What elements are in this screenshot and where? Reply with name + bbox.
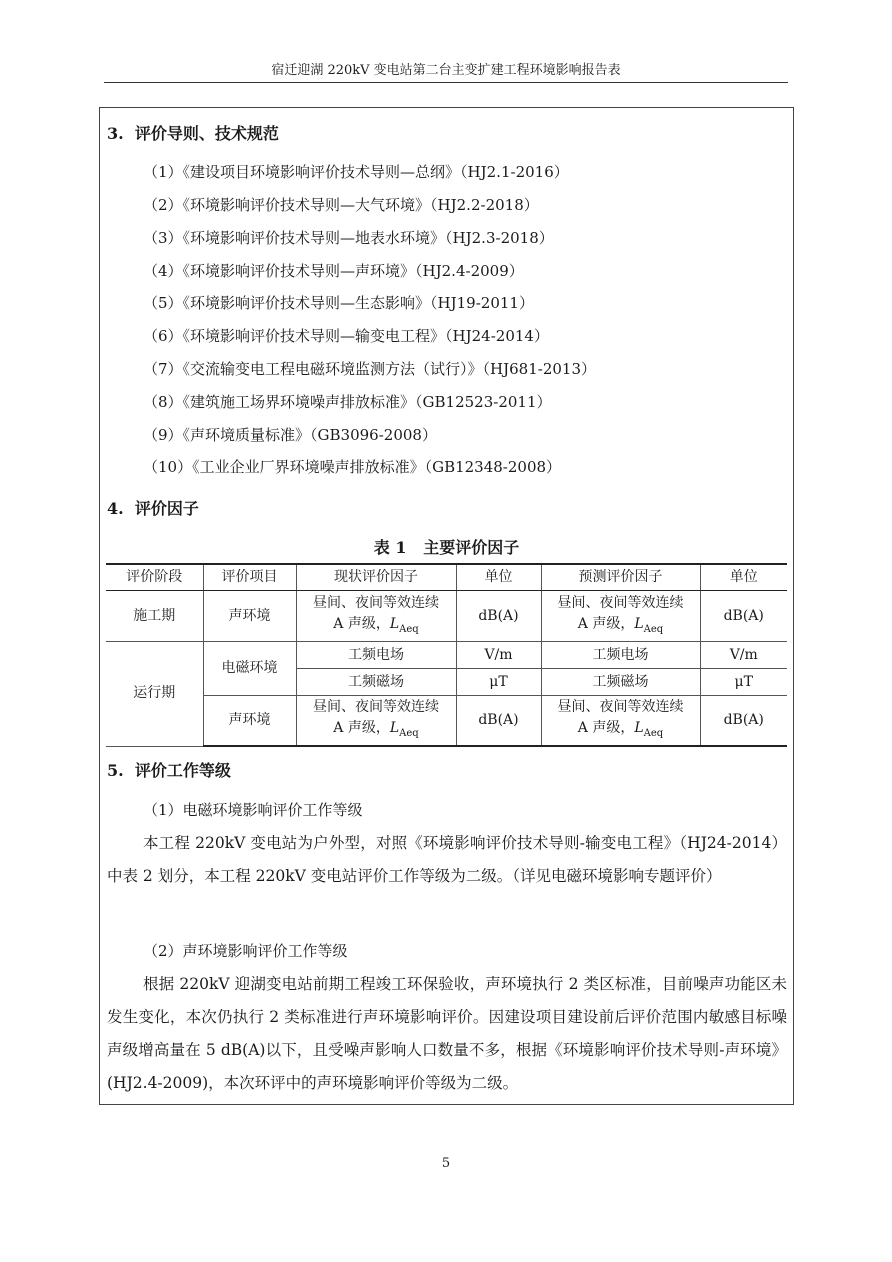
- predicted-factor-cell: [541, 591, 700, 642]
- noise-factor-line1: 昼间、夜间等效连续: [313, 594, 439, 611]
- unit-cell: dB(A): [700, 696, 787, 747]
- laeq-subscript: Aeq: [399, 623, 419, 635]
- noise-factor-line1: 昼间、夜间等效连续: [313, 699, 439, 716]
- paragraph-noise-level: 根据 220kV 迎湖变电站前期工程竣工环保验收，声环境执行 2 类区标准，目前噪声功能区未发生变化，本次仍执行 2 类标准进行声环境影响评价。因建设项目建设前后评价范围内敏感目标噪声级增高量在 5 dB(A)以下，且受噪声影响人口数量不多，根据《环境影响评价技术导则-声环境》(HJ2.4-2009)，本次环评中的声环境影响评价等级为二级。: [107, 975, 787, 1092]
- table-caption: 表 1 主要评价因子: [373, 538, 520, 557]
- stage-cell: 运行期: [106, 642, 203, 747]
- laeq-subscript: Aeq: [643, 727, 664, 739]
- current-factor-cell: 工频磁场: [296, 669, 456, 696]
- table-header-row: [106, 564, 787, 591]
- reference-item: （3）《环境影响评价技术导则—地表水环境》（HJ2.3-2018）: [143, 229, 554, 247]
- table-row: [106, 591, 787, 642]
- current-factor-cell: 工频电场: [296, 642, 456, 669]
- unit-cell: dB(A): [456, 591, 541, 642]
- column-header: 评价项目: [203, 564, 296, 591]
- evaluation-factors-table: [106, 563, 787, 747]
- laeq-symbol: L: [634, 615, 644, 632]
- stage-cell: 施工期: [106, 591, 203, 642]
- unit-cell: V/m: [456, 642, 541, 669]
- laeq-symbol: L: [634, 720, 644, 737]
- reference-item: （9）《声环境质量标准》（GB3096-2008）: [143, 426, 437, 444]
- header-rule: [104, 82, 788, 83]
- item-cell: 电磁环境: [203, 642, 296, 696]
- unit-cell: dB(A): [700, 591, 787, 642]
- page-header-title: 宿迁迎湖 220kV 变电站第二台主变扩建工程环境影响报告表: [271, 63, 621, 78]
- column-header: 现状评价因子: [296, 564, 456, 591]
- unit-cell: dB(A): [456, 696, 541, 747]
- predicted-factor-cell: [541, 696, 700, 747]
- reference-item: （2）《环境影响评价技术导则—大气环境》（HJ2.2-2018）: [143, 196, 539, 214]
- laeq-subscript: Aeq: [643, 623, 664, 635]
- laeq-symbol: L: [389, 615, 400, 632]
- noise-factor-line2: A 声级，: [577, 615, 635, 632]
- section-3-heading: 3. 评价导则、技术规范: [107, 124, 279, 143]
- noise-factor-line1: 昼间、夜间等效连续: [557, 699, 684, 716]
- noise-factor-line1: 昼间、夜间等效连续: [557, 594, 684, 611]
- reference-item: （4）《环境影响评价技术导则—声环境》（HJ2.4-2009）: [143, 262, 524, 280]
- paragraph-em-level: 本工程 220kV 变电站为户外型，对照《环境影响评价技术导则-输变电工程》（HJ24-2014）中表 2 划分，本工程 220kV 变电站评价工作等级为二级。（详见电磁环境影响专题评价）: [107, 834, 787, 885]
- reference-item: （1）《建设项目环境影响评价技术导则—总纲》（HJ2.1-2016）: [143, 163, 569, 181]
- item-cell: 声环境: [203, 591, 296, 642]
- column-header: 预测评价因子: [541, 564, 700, 591]
- table-row: [106, 696, 787, 747]
- section-4-heading: 4. 评价因子: [107, 499, 199, 518]
- laeq-symbol: L: [389, 720, 400, 737]
- section-5-heading: 5. 评价工作等级: [107, 761, 231, 780]
- reference-item: （10）《工业企业厂界环境噪声排放标准》（GB12348-2008）: [143, 458, 562, 476]
- reference-item: （8）《建筑施工场界环境噪声排放标准》（GB12523-2011）: [143, 393, 552, 411]
- predicted-factor-cell: 工频电场: [541, 642, 700, 669]
- item-cell: 声环境: [203, 696, 296, 747]
- table-row: [106, 642, 787, 669]
- noise-factor-line2: A 声级，: [333, 720, 390, 737]
- unit-cell: μT: [456, 669, 541, 696]
- page-number: 5: [441, 1156, 451, 1171]
- reference-item: （6）《环境影响评价技术导则—输变电工程》（HJ24-2014）: [143, 327, 549, 345]
- subsection-heading: （1）电磁环境影响评价工作等级: [143, 801, 363, 819]
- current-factor-cell: [296, 591, 456, 642]
- reference-item: （7）《交流输变电工程电磁环境监测方法（试行）》（HJ681-2013）: [143, 360, 597, 378]
- column-header: 单位: [700, 564, 787, 591]
- noise-factor-line2: A 声级，: [333, 615, 390, 632]
- unit-cell: V/m: [700, 642, 787, 669]
- laeq-subscript: Aeq: [399, 727, 419, 739]
- column-header: 评价阶段: [106, 564, 203, 591]
- unit-cell: μT: [700, 669, 787, 696]
- predicted-factor-cell: 工频磁场: [541, 669, 700, 696]
- noise-factor-line2: A 声级，: [577, 720, 635, 737]
- column-header: 单位: [456, 564, 541, 591]
- current-factor-cell: [296, 696, 456, 747]
- subsection-heading: （2）声环境影响评价工作等级: [143, 942, 348, 960]
- reference-item: （5）《环境影响评价技术导则—生态影响》（HJ19-2011）: [143, 294, 534, 312]
